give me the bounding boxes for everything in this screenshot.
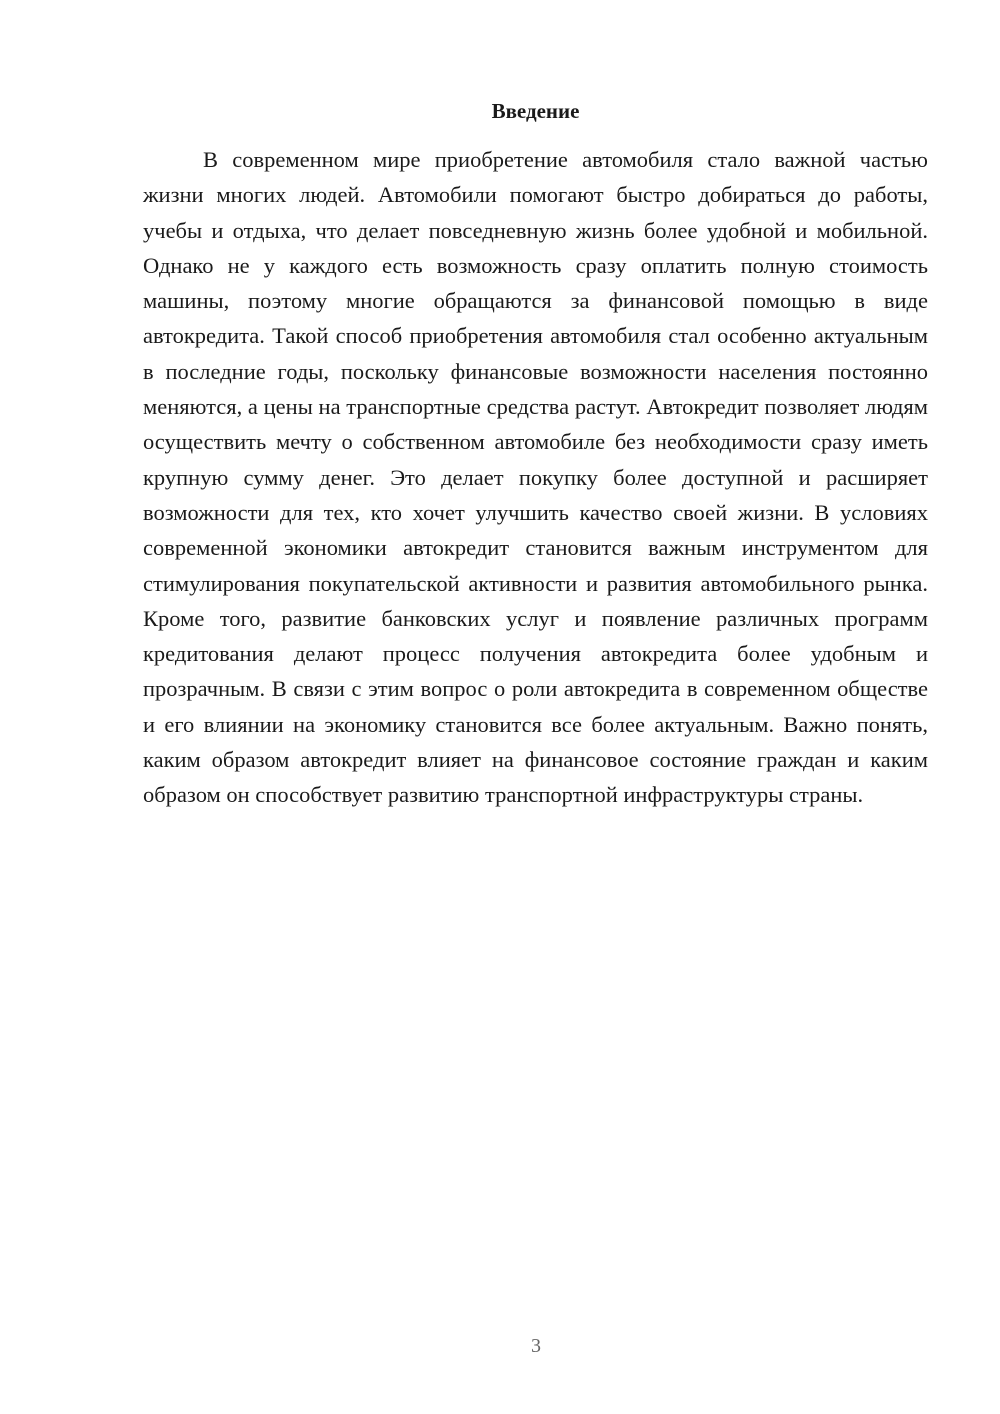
page-number: 3 bbox=[531, 1335, 541, 1357]
section-heading: Введение bbox=[491, 99, 580, 123]
body-paragraph: В современном мире приобретение автомобиля стало важной частью жизни многих людей. Автомобили помогают быстро добираться до работы, учебы и отдыха, что делает повседневную жизнь более удобной и мобильной. Однако не у каждого есть возможность сразу оплатить полную стоимость машины, поэтому многие обращаются за финансовой помощью в виде автокредита. Такой способ приобретения автомобиля стал особенно актуальным в последние годы, поскольку финансовые возможности населения постоянно меняются, а цены на транспортные средства растут. Автокредит позволяет людям осуществить мечту о собственном автомобиле без необходимости сразу иметь крупную сумму денег. Это делает покупку более доступной и расширяет возможности для тех, кто хочет улучшить качество своей жизни. В условиях современной экономики автокредит становится важным инструментом для стимулирования покупательской активности и развития автомобильного рынка. Кроме того, развитие банковских услуг и появление различных программ кредитования делают процесс получения автокредита более удобным и прозрачным. В связи с этим вопрос о роли автокредита в современном обществе и его влиянии на экономику становится все более актуальным. Важно понять, каким образом автокредит влияет на финансовое состояние граждан и каким образом он способствует развитию транспортной инфраструктуры страны. bbox=[143, 147, 928, 808]
